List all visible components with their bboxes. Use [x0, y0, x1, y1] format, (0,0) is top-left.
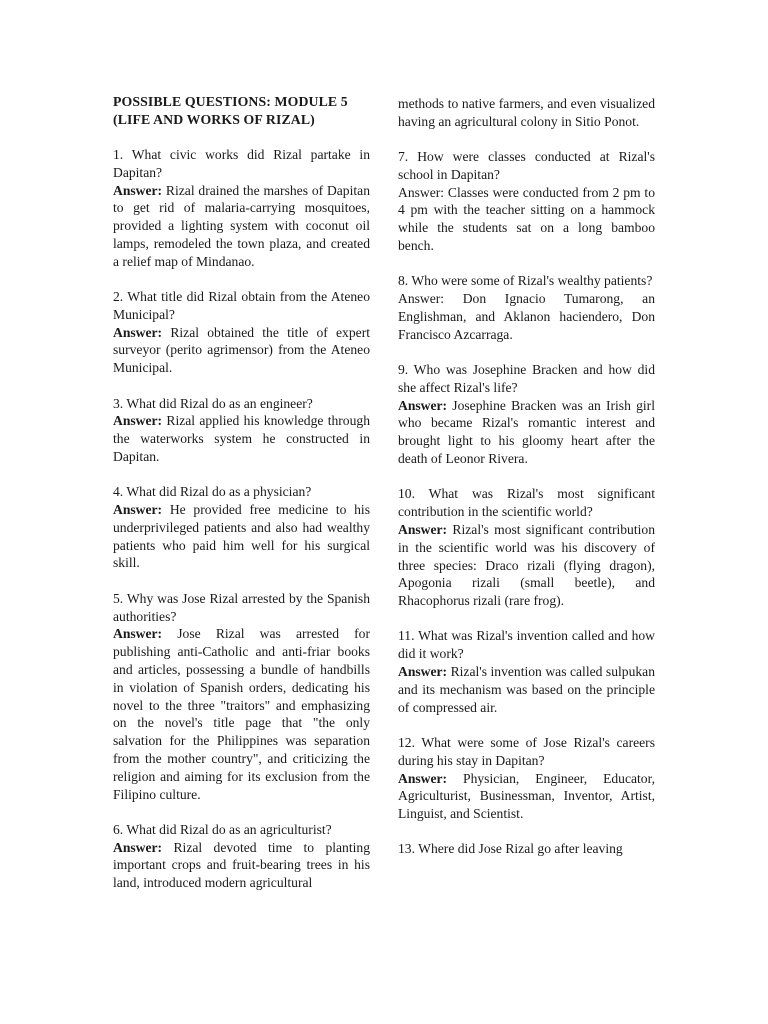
answer-label: Answer: [398, 664, 448, 680]
answer-label: Answer: [398, 184, 445, 200]
answer [398, 290, 655, 343]
answer [398, 397, 655, 468]
answer [398, 521, 655, 610]
answer [398, 184, 655, 255]
qa-item-2 [113, 288, 370, 377]
answer [398, 663, 655, 716]
qa-item-3 [113, 395, 370, 466]
answer-label: Answer: [113, 502, 163, 518]
answer-label: Answer: [398, 521, 448, 537]
answer-text: Josephine Bracken was an Irish girl who became Rizal's romantic interest and brought light to his gloomy heart after the death of Leonor Rivera. [398, 397, 655, 467]
qa-item-1 [113, 146, 370, 271]
answer-label: Answer: [113, 839, 163, 855]
answer-label: Answer: [398, 291, 445, 307]
qa-item-11 [398, 627, 655, 716]
answer-label: Answer: [113, 626, 163, 642]
document-title [113, 93, 370, 129]
left-column [113, 93, 370, 909]
answer-continuation: methods to native farmers, and even visualized having an agricultural colony in Sitio Ponot. [398, 96, 655, 129]
answer [113, 182, 370, 271]
answer [113, 625, 370, 803]
answer [113, 839, 370, 892]
qa-item-8 [398, 272, 655, 343]
answer-text: Rizal applied his knowledge through the waterworks system he constructed in Dapitan. [113, 413, 370, 464]
answer [113, 501, 370, 572]
answer-label: Answer: [113, 324, 163, 340]
answer-text: Rizal drained the marshes of Dapitan to get rid of malaria-carrying mosquitoes, provided a lighting system with coconut oil lamps, remodeled the town plaza, and created a relief map of Mindanao. [113, 182, 370, 269]
question: 4. What did Rizal do as a physician? [113, 484, 312, 500]
answer-label: Answer: [113, 182, 163, 198]
answer [113, 412, 370, 465]
answer-label: Answer: [113, 413, 163, 429]
answer [113, 324, 370, 377]
qa-item-5 [113, 590, 370, 804]
title-line-2: (LIFE AND WORKS OF RIZAL) [113, 112, 315, 127]
question: 3. What did Rizal do as an engineer? [113, 395, 313, 411]
question: 11. What was Rizal's invention called and how did it work? [398, 628, 655, 662]
answer-text: Jose Rizal was arrested for publishing anti-Catholic and anti-friar books and articles, possessing a bundle of handbills in violation of Spanish orders, dedicating his novel to the three "traitors" and emphasizing on the novel's title page that "the only salvation for the Philippines was separation from the mother country", and criticizing the religion and aiming for its exclusion from the Filipino culture. [113, 626, 371, 802]
answer-text: Rizal's most significant contribution in the scientific world was his discovery of three species: Draco rizali (flying dragon), Apogonia rizali (small beetle), and Rhacophorus rizali (rare frog). [398, 521, 656, 609]
question: 1. What civic works did Rizal partake in Dapitan? [113, 147, 370, 180]
answer-text: Physician, Engineer, Educator, Agriculturist, Businessman, Inventor, Artist, Linguist, and Scientist. [398, 770, 655, 822]
qa-item-10 [398, 485, 655, 610]
question: 10. What was Rizal's most significant contribution in the scientific world? [398, 486, 655, 520]
answer [398, 770, 655, 823]
question: 9. Who was Josephine Bracken and how did she affect Rizal's life? [398, 362, 655, 395]
answer-text: Rizal obtained the title of expert surveyor (perito agrimensor) from the Ateneo Municipal. [113, 324, 370, 376]
qa-item-4 [113, 483, 370, 572]
answer-label: Answer: [398, 770, 448, 786]
question: 2. What title did Rizal obtain from the Ateneo Municipal? [113, 289, 370, 322]
answer-label: Answer: [398, 397, 448, 413]
question: 5. Why was Jose Rizal arrested by the Spanish authorities? [113, 590, 370, 624]
answer-text: Rizal devoted time to planting important crops and fruit-bearing trees in his land, introduced modern agricultural [113, 839, 370, 891]
qa-item-9 [398, 361, 655, 468]
qa-item-12 [398, 734, 655, 823]
question: 7. How were classes conducted at Rizal's school in Dapitan? [398, 149, 655, 182]
answer-text: Rizal's invention was called sulpukan and its mechanism was based on the principle of compressed air. [398, 664, 656, 715]
question-13-partial: 13. Where did Jose Rizal go after leaving [398, 841, 623, 857]
question: 12. What were some of Jose Rizal's careers during his stay in Dapitan? [398, 734, 655, 768]
question: 8. Who were some of Rizal's wealthy patients? [398, 273, 653, 289]
right-column [398, 95, 655, 858]
answer-text: Classes were conducted from 2 pm to 4 pm with the teacher sitting on a hammock while the students sat on a long bamboo bench. [398, 184, 655, 254]
qa-item-6 [113, 821, 370, 892]
title-line-1: POSSIBLE QUESTIONS: MODULE 5 [113, 94, 348, 109]
answer-text: Don Ignacio Tumarong, an Englishman, and Aklanon haciendero, Don Francisco Azcarraga. [398, 291, 655, 342]
qa-item-7 [398, 148, 655, 255]
question: 6. What did Rizal do as an agriculturist? [113, 821, 332, 837]
answer-text: He provided free medicine to his underprivileged patients and also had wealthy patients who paid him well for his surgical skill. [113, 502, 370, 571]
